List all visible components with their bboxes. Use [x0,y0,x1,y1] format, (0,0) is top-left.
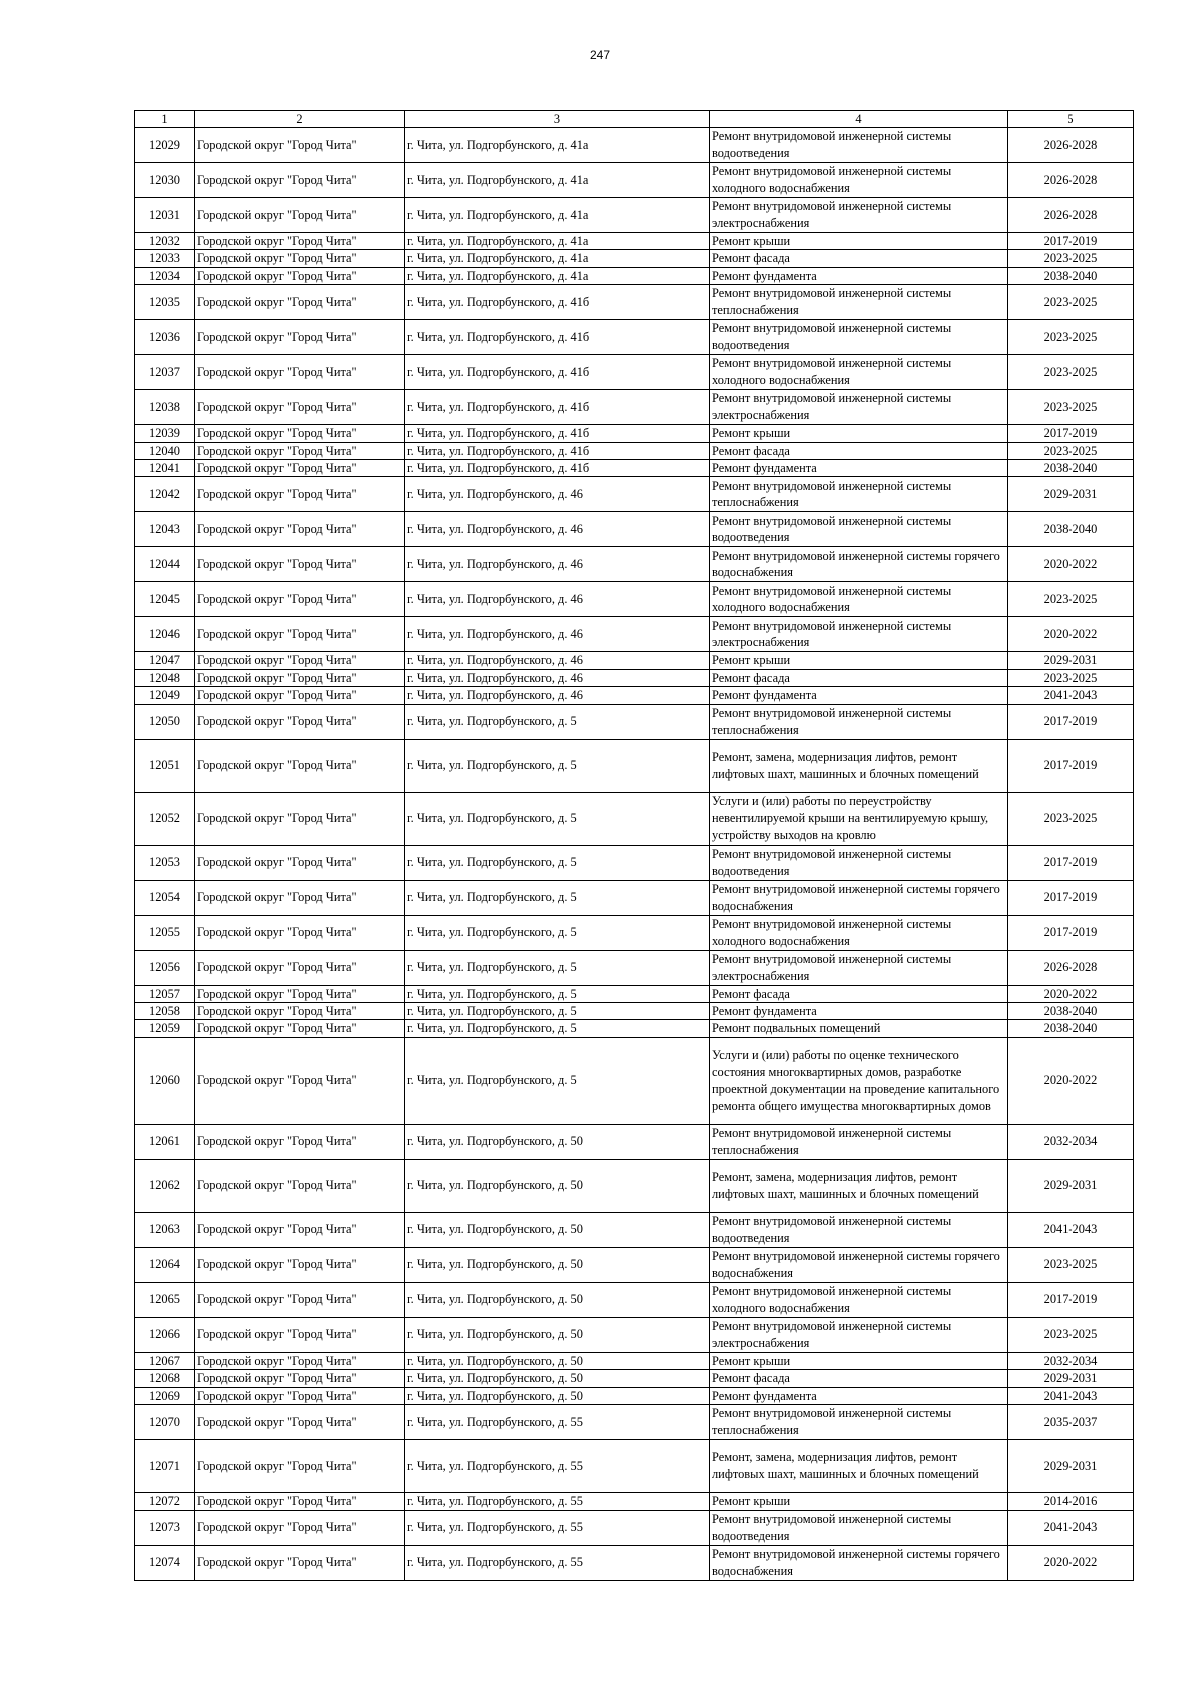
work-type-cell: Ремонт внутридомовой инженерной системы горячего водоснабжения [710,547,1008,582]
address-cell: г. Чита, ул. Подгорбунского, д. 46 [405,582,710,617]
period-cell: 2026-2028 [1008,198,1134,233]
period-cell: 2041-2043 [1008,1387,1134,1404]
address-cell: г. Чита, ул. Подгорбунского, д. 41а [405,233,710,250]
municipality-cell: Городской округ "Город Чита" [195,1037,405,1124]
table-row [135,985,1134,1002]
address-cell: г. Чита, ул. Подгорбунского, д. 55 [405,1493,710,1510]
municipality-cell: Городской округ "Город Чита" [195,128,405,163]
row-number-cell: 12053 [135,845,195,880]
period-cell: 2020-2022 [1008,547,1134,582]
address-cell: г. Чита, ул. Подгорбунского, д. 41б [405,425,710,442]
period-cell: 2020-2022 [1008,1037,1134,1124]
row-number-cell: 12052 [135,792,195,845]
period-cell: 2038-2040 [1008,1003,1134,1020]
municipality-cell: Городской округ "Город Чита" [195,1387,405,1404]
municipality-cell: Городской округ "Город Чита" [195,198,405,233]
work-type-cell: Ремонт, замена, модернизация лифтов, ремонт лифтовых шахт, машинных и блочных помещений [710,1440,1008,1493]
page-number: 247 [589,48,611,62]
period-cell: 2023-2025 [1008,320,1134,355]
table-row [135,687,1134,704]
work-type-cell: Ремонт внутридомовой инженерной системы теплоснабжения [710,285,1008,320]
address-cell: г. Чита, ул. Подгорбунского, д. 5 [405,1020,710,1037]
address-cell: г. Чита, ул. Подгорбунского, д. 50 [405,1387,710,1404]
municipality-cell: Городской округ "Город Чита" [195,163,405,198]
row-number-cell: 12064 [135,1247,195,1282]
row-number-cell: 12035 [135,285,195,320]
period-cell: 2032-2034 [1008,1352,1134,1369]
table-row [135,1545,1134,1580]
work-type-cell: Ремонт внутридомовой инженерной системы электроснабжения [710,390,1008,425]
table-row [135,1159,1134,1212]
municipality-cell: Городской округ "Город Чита" [195,1247,405,1282]
period-cell: 2020-2022 [1008,617,1134,652]
work-type-cell: Ремонт внутридомовой инженерной системы водоотведения [710,1510,1008,1545]
table-row [135,1124,1134,1159]
work-type-cell: Ремонт фасада [710,669,1008,686]
address-cell: г. Чита, ул. Подгорбунского, д. 41а [405,250,710,267]
table-row [135,915,1134,950]
work-type-cell: Ремонт внутридомовой инженерной системы теплоснабжения [710,704,1008,739]
row-number-cell: 12032 [135,233,195,250]
work-type-cell: Ремонт внутридомовой инженерной системы водоотведения [710,1212,1008,1247]
address-cell: г. Чита, ул. Подгорбунского, д. 5 [405,1037,710,1124]
row-number-cell: 12038 [135,390,195,425]
municipality-cell: Городской округ "Город Чита" [195,285,405,320]
municipality-cell: Городской округ "Город Чита" [195,950,405,985]
row-number-cell: 12039 [135,425,195,442]
work-type-cell: Ремонт внутридомовой инженерной системы теплоснабжения [710,477,1008,512]
row-number-cell: 12036 [135,320,195,355]
address-cell: г. Чита, ул. Подгорбунского, д. 5 [405,792,710,845]
table-row [135,198,1134,233]
address-cell: г. Чита, ул. Подгорбунского, д. 41б [405,460,710,477]
address-cell: г. Чита, ул. Подгорбунского, д. 55 [405,1510,710,1545]
work-type-cell: Ремонт внутридомовой инженерной системы электроснабжения [710,1317,1008,1352]
row-number-cell: 12056 [135,950,195,985]
work-type-cell: Ремонт внутридомовой инженерной системы водоотведения [710,512,1008,547]
address-cell: г. Чита, ул. Подгорбунского, д. 55 [405,1405,710,1440]
row-number-cell: 12058 [135,1003,195,1020]
period-cell: 2020-2022 [1008,985,1134,1002]
table-row [135,1282,1134,1317]
row-number-cell: 12073 [135,1510,195,1545]
municipality-cell: Городской округ "Город Чита" [195,1493,405,1510]
table-row [135,1247,1134,1282]
row-number-cell: 12066 [135,1317,195,1352]
row-number-cell: 12070 [135,1405,195,1440]
table-row [135,267,1134,284]
row-number-cell: 12029 [135,128,195,163]
period-cell: 2029-2031 [1008,477,1134,512]
work-type-cell: Ремонт внутридомовой инженерной системы электроснабжения [710,617,1008,652]
municipality-cell: Городской округ "Город Чита" [195,582,405,617]
municipality-cell: Городской округ "Город Чита" [195,233,405,250]
row-number-cell: 12042 [135,477,195,512]
row-number-cell: 12050 [135,704,195,739]
address-cell: г. Чита, ул. Подгорбунского, д. 46 [405,687,710,704]
address-cell: г. Чита, ул. Подгорбунского, д. 41а [405,267,710,284]
address-cell: г. Чита, ул. Подгорбунского, д. 41б [405,285,710,320]
period-cell: 2026-2028 [1008,950,1134,985]
row-number-cell: 12061 [135,1124,195,1159]
column-header-1: 1 [135,111,195,128]
column-header-2: 2 [195,111,405,128]
period-cell: 2023-2025 [1008,792,1134,845]
row-number-cell: 12043 [135,512,195,547]
period-cell: 2029-2031 [1008,1159,1134,1212]
table-row [135,547,1134,582]
municipality-cell: Городской округ "Город Чита" [195,1212,405,1247]
column-header-3: 3 [405,111,710,128]
work-type-cell: Ремонт внутридомовой инженерной системы горячего водоснабжения [710,1247,1008,1282]
municipality-cell: Городской округ "Город Чита" [195,1159,405,1212]
work-type-cell: Ремонт внутридомовой инженерной системы холодного водоснабжения [710,582,1008,617]
address-cell: г. Чита, ул. Подгорбунского, д. 50 [405,1212,710,1247]
municipality-cell: Городской округ "Город Чита" [195,915,405,950]
address-cell: г. Чита, ул. Подгорбунского, д. 50 [405,1124,710,1159]
municipality-cell: Городской округ "Город Чита" [195,1510,405,1545]
table-row [135,1370,1134,1387]
address-cell: г. Чита, ул. Подгорбунского, д. 5 [405,704,710,739]
table-row [135,442,1134,459]
table-row [135,425,1134,442]
column-header-5: 5 [1008,111,1134,128]
work-type-cell: Ремонт внутридомовой инженерной системы водоотведения [710,128,1008,163]
work-type-cell: Ремонт крыши [710,425,1008,442]
work-type-cell: Ремонт внутридомовой инженерной системы водоотведения [710,845,1008,880]
table-row [135,1510,1134,1545]
row-number-cell: 12065 [135,1282,195,1317]
municipality-cell: Городской округ "Город Чита" [195,320,405,355]
address-cell: г. Чита, ул. Подгорбунского, д. 41б [405,442,710,459]
address-cell: г. Чита, ул. Подгорбунского, д. 50 [405,1159,710,1212]
table-row [135,1003,1134,1020]
municipality-cell: Городской округ "Город Чита" [195,267,405,284]
row-number-cell: 12030 [135,163,195,198]
row-number-cell: 12044 [135,547,195,582]
municipality-cell: Городской округ "Город Чита" [195,739,405,792]
municipality-cell: Городской округ "Город Чита" [195,1440,405,1493]
row-number-cell: 12059 [135,1020,195,1037]
table-row [135,128,1134,163]
period-cell: 2038-2040 [1008,1020,1134,1037]
period-cell: 2023-2025 [1008,582,1134,617]
period-cell: 2038-2040 [1008,460,1134,477]
work-type-cell: Ремонт фундамента [710,460,1008,477]
work-type-cell: Ремонт фасада [710,442,1008,459]
address-cell: г. Чита, ул. Подгорбунского, д. 50 [405,1352,710,1369]
row-number-cell: 12062 [135,1159,195,1212]
address-cell: г. Чита, ул. Подгорбунского, д. 46 [405,652,710,669]
address-cell: г. Чита, ул. Подгорбунского, д. 41а [405,198,710,233]
work-type-cell: Ремонт фундамента [710,267,1008,284]
municipality-cell: Городской округ "Город Чита" [195,1003,405,1020]
row-number-cell: 12034 [135,267,195,284]
work-type-cell: Ремонт внутридомовой инженерной системы электроснабжения [710,950,1008,985]
table-row [135,390,1134,425]
table-row [135,285,1134,320]
table-row [135,652,1134,669]
table-row [135,320,1134,355]
table-row [135,163,1134,198]
period-cell: 2029-2031 [1008,652,1134,669]
work-type-cell: Ремонт внутридомовой инженерной системы теплоснабжения [710,1405,1008,1440]
row-number-cell: 12069 [135,1387,195,1404]
work-type-cell: Ремонт фасада [710,985,1008,1002]
table-row [135,739,1134,792]
period-cell: 2020-2022 [1008,1545,1134,1580]
table-row [135,1020,1134,1037]
municipality-cell: Городской округ "Город Чита" [195,547,405,582]
municipality-cell: Городской округ "Город Чита" [195,1405,405,1440]
municipality-cell: Городской округ "Город Чита" [195,792,405,845]
work-type-cell: Ремонт фундамента [710,1003,1008,1020]
address-cell: г. Чита, ул. Подгорбунского, д. 5 [405,739,710,792]
row-number-cell: 12033 [135,250,195,267]
table-row [135,792,1134,845]
work-type-cell: Ремонт, замена, модернизация лифтов, ремонт лифтовых шахт, машинных и блочных помещений [710,739,1008,792]
row-number-cell: 12063 [135,1212,195,1247]
capital-repair-table [134,110,1134,1581]
municipality-cell: Городской округ "Город Чита" [195,390,405,425]
table-row [135,250,1134,267]
table-row [135,355,1134,390]
period-cell: 2017-2019 [1008,845,1134,880]
municipality-cell: Городской округ "Город Чита" [195,1317,405,1352]
address-cell: г. Чита, ул. Подгорбунского, д. 46 [405,617,710,652]
municipality-cell: Городской округ "Город Чита" [195,845,405,880]
table-row [135,704,1134,739]
work-type-cell: Ремонт фундамента [710,1387,1008,1404]
municipality-cell: Городской округ "Город Чита" [195,985,405,1002]
period-cell: 2023-2025 [1008,285,1134,320]
address-cell: г. Чита, ул. Подгорбунского, д. 41б [405,390,710,425]
row-number-cell: 12057 [135,985,195,1002]
period-cell: 2023-2025 [1008,390,1134,425]
work-type-cell: Ремонт фундамента [710,687,1008,704]
row-number-cell: 12049 [135,687,195,704]
address-cell: г. Чита, ул. Подгорбунского, д. 50 [405,1317,710,1352]
row-number-cell: 12037 [135,355,195,390]
period-cell: 2017-2019 [1008,704,1134,739]
period-cell: 2026-2028 [1008,128,1134,163]
address-cell: г. Чита, ул. Подгорбунского, д. 41а [405,128,710,163]
address-cell: г. Чита, ул. Подгорбунского, д. 55 [405,1440,710,1493]
table-row [135,582,1134,617]
table-row [135,950,1134,985]
period-cell: 2023-2025 [1008,1247,1134,1282]
row-number-cell: 12040 [135,442,195,459]
municipality-cell: Городской округ "Город Чита" [195,250,405,267]
work-type-cell: Ремонт внутридомовой инженерной системы теплоснабжения [710,1124,1008,1159]
address-cell: г. Чита, ул. Подгорбунского, д. 50 [405,1370,710,1387]
table-row [135,845,1134,880]
address-cell: г. Чита, ул. Подгорбунского, д. 46 [405,547,710,582]
address-cell: г. Чита, ул. Подгорбунского, д. 41б [405,355,710,390]
row-number-cell: 12046 [135,617,195,652]
table-row [135,1440,1134,1493]
period-cell: 2035-2037 [1008,1405,1134,1440]
address-cell: г. Чита, ул. Подгорбунского, д. 46 [405,669,710,686]
period-cell: 2041-2043 [1008,687,1134,704]
row-number-cell: 12041 [135,460,195,477]
row-number-cell: 12051 [135,739,195,792]
period-cell: 2032-2034 [1008,1124,1134,1159]
municipality-cell: Городской округ "Город Чита" [195,704,405,739]
table-body [135,128,1134,1581]
work-type-cell: Ремонт фасада [710,1370,1008,1387]
table-row [135,617,1134,652]
period-cell: 2017-2019 [1008,425,1134,442]
municipality-cell: Городской округ "Город Чита" [195,1282,405,1317]
work-type-cell: Услуги и (или) работы по оценке технического состояния многоквартирных домов, разработке проектной документации на проведение капитального ремонта общего имущества многоквартирных домов [710,1037,1008,1124]
row-number-cell: 12060 [135,1037,195,1124]
table-row [135,477,1134,512]
municipality-cell: Городской округ "Город Чита" [195,442,405,459]
work-type-cell: Ремонт внутридомовой инженерной системы холодного водоснабжения [710,355,1008,390]
address-cell: г. Чита, ул. Подгорбунского, д. 55 [405,1545,710,1580]
municipality-cell: Городской округ "Город Чита" [195,477,405,512]
row-number-cell: 12071 [135,1440,195,1493]
table-row [135,880,1134,915]
row-number-cell: 12048 [135,669,195,686]
row-number-cell: 12072 [135,1493,195,1510]
period-cell: 2038-2040 [1008,512,1134,547]
row-number-cell: 12047 [135,652,195,669]
row-number-cell: 12031 [135,198,195,233]
period-cell: 2026-2028 [1008,163,1134,198]
table-row [135,233,1134,250]
table-row [135,1037,1134,1124]
work-type-cell: Ремонт, замена, модернизация лифтов, ремонт лифтовых шахт, машинных и блочных помещений [710,1159,1008,1212]
table-row [135,460,1134,477]
table-header [135,111,1134,128]
table-row [135,1212,1134,1247]
row-number-cell: 12068 [135,1370,195,1387]
work-type-cell: Ремонт фасада [710,250,1008,267]
period-cell: 2041-2043 [1008,1212,1134,1247]
period-cell: 2017-2019 [1008,233,1134,250]
period-cell: 2029-2031 [1008,1370,1134,1387]
municipality-cell: Городской округ "Город Чита" [195,1020,405,1037]
table-row [135,1352,1134,1369]
municipality-cell: Городской округ "Город Чита" [195,652,405,669]
column-header-4: 4 [710,111,1008,128]
period-cell: 2023-2025 [1008,442,1134,459]
municipality-cell: Городской округ "Город Чита" [195,1352,405,1369]
work-type-cell: Ремонт внутридомовой инженерной системы электроснабжения [710,198,1008,233]
period-cell: 2017-2019 [1008,739,1134,792]
table-row [135,1387,1134,1404]
period-cell: 2023-2025 [1008,1317,1134,1352]
address-cell: г. Чита, ул. Подгорбунского, д. 5 [405,915,710,950]
municipality-cell: Городской округ "Город Чита" [195,355,405,390]
period-cell: 2017-2019 [1008,915,1134,950]
address-cell: г. Чита, ул. Подгорбунского, д. 5 [405,880,710,915]
address-cell: г. Чита, ул. Подгорбунского, д. 5 [405,1003,710,1020]
work-type-cell: Ремонт крыши [710,1493,1008,1510]
address-cell: г. Чита, ул. Подгорбунского, д. 41б [405,320,710,355]
period-cell: 2029-2031 [1008,1440,1134,1493]
address-cell: г. Чита, ул. Подгорбунского, д. 46 [405,477,710,512]
municipality-cell: Городской округ "Город Чита" [195,1545,405,1580]
table-row [135,1493,1134,1510]
row-number-cell: 12067 [135,1352,195,1369]
table-row [135,512,1134,547]
period-cell: 2023-2025 [1008,250,1134,267]
work-type-cell: Ремонт внутридомовой инженерной системы холодного водоснабжения [710,1282,1008,1317]
header-row [135,111,1134,128]
row-number-cell: 12045 [135,582,195,617]
work-type-cell: Ремонт внутридомовой инженерной системы холодного водоснабжения [710,915,1008,950]
work-type-cell: Ремонт крыши [710,233,1008,250]
address-cell: г. Чита, ул. Подгорбунского, д. 5 [405,845,710,880]
work-type-cell: Ремонт крыши [710,652,1008,669]
address-cell: г. Чита, ул. Подгорбунского, д. 50 [405,1247,710,1282]
work-type-cell: Ремонт внутридомовой инженерной системы горячего водоснабжения [710,880,1008,915]
address-cell: г. Чита, ул. Подгорбунского, д. 46 [405,512,710,547]
municipality-cell: Городской округ "Город Чита" [195,880,405,915]
table-row [135,1317,1134,1352]
period-cell: 2017-2019 [1008,880,1134,915]
work-type-cell: Ремонт внутридомовой инженерной системы водоотведения [710,320,1008,355]
municipality-cell: Городской округ "Город Чита" [195,1124,405,1159]
work-type-cell: Ремонт крыши [710,1352,1008,1369]
address-cell: г. Чита, ул. Подгорбунского, д. 5 [405,985,710,1002]
work-type-cell: Услуги и (или) работы по переустройству невентилируемой крыши на вентилируемую крышу, устройству выходов на кровлю [710,792,1008,845]
address-cell: г. Чита, ул. Подгорбунского, д. 41а [405,163,710,198]
municipality-cell: Городской округ "Город Чита" [195,425,405,442]
period-cell: 2014-2016 [1008,1493,1134,1510]
period-cell: 2038-2040 [1008,267,1134,284]
row-number-cell: 12054 [135,880,195,915]
address-cell: г. Чита, ул. Подгорбунского, д. 50 [405,1282,710,1317]
period-cell: 2041-2043 [1008,1510,1134,1545]
table-row [135,1405,1134,1440]
period-cell: 2023-2025 [1008,669,1134,686]
municipality-cell: Городской округ "Город Чита" [195,1370,405,1387]
municipality-cell: Городской округ "Город Чита" [195,669,405,686]
municipality-cell: Городской округ "Город Чита" [195,460,405,477]
work-type-cell: Ремонт внутридомовой инженерной системы холодного водоснабжения [710,163,1008,198]
row-number-cell: 12074 [135,1545,195,1580]
period-cell: 2023-2025 [1008,355,1134,390]
municipality-cell: Городской округ "Город Чита" [195,687,405,704]
row-number-cell: 12055 [135,915,195,950]
work-type-cell: Ремонт внутридомовой инженерной системы горячего водоснабжения [710,1545,1008,1580]
table-row [135,669,1134,686]
municipality-cell: Городской округ "Город Чита" [195,617,405,652]
period-cell: 2017-2019 [1008,1282,1134,1317]
municipality-cell: Городской округ "Город Чита" [195,512,405,547]
work-type-cell: Ремонт подвальных помещений [710,1020,1008,1037]
address-cell: г. Чита, ул. Подгорбунского, д. 5 [405,950,710,985]
